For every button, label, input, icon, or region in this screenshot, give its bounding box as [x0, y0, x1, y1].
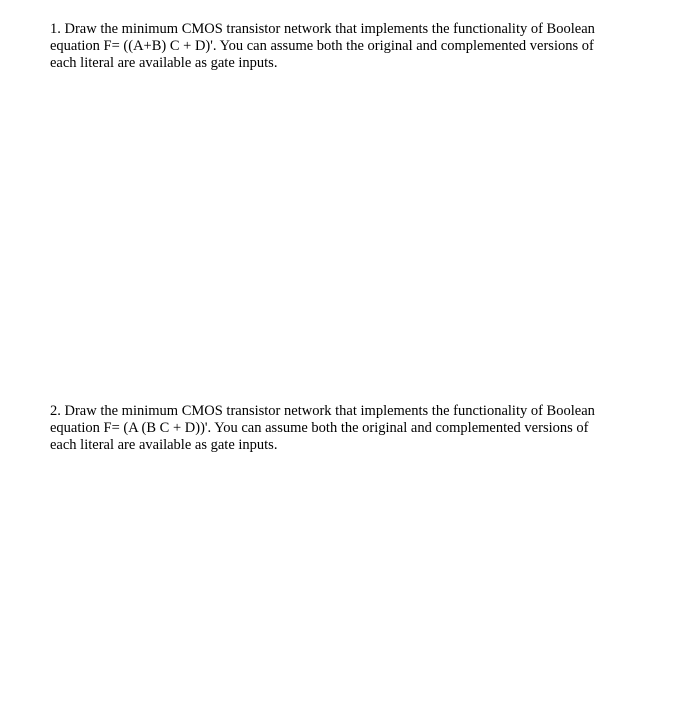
- question-1-line-2: equation F= ((A+B) C + D)'. You can assume both the original and complemented versions of: [50, 38, 594, 54]
- question-1-line-1: 1. Draw the minimum CMOS transistor network that implements the functionality of Boolean: [50, 21, 595, 37]
- question-2-line-3: each literal are available as gate inputs.: [50, 437, 278, 453]
- question-2-line-1: 2. Draw the minimum CMOS transistor network that implements the functionality of Boolean: [50, 403, 595, 419]
- question-1: [50, 21, 650, 72]
- question-2-line-2: equation F= (A (B C + D))'. You can assume both the original and complemented versions of: [50, 420, 589, 436]
- question-2: [50, 403, 650, 454]
- question-1-line-3: each literal are available as gate inputs.: [50, 55, 278, 71]
